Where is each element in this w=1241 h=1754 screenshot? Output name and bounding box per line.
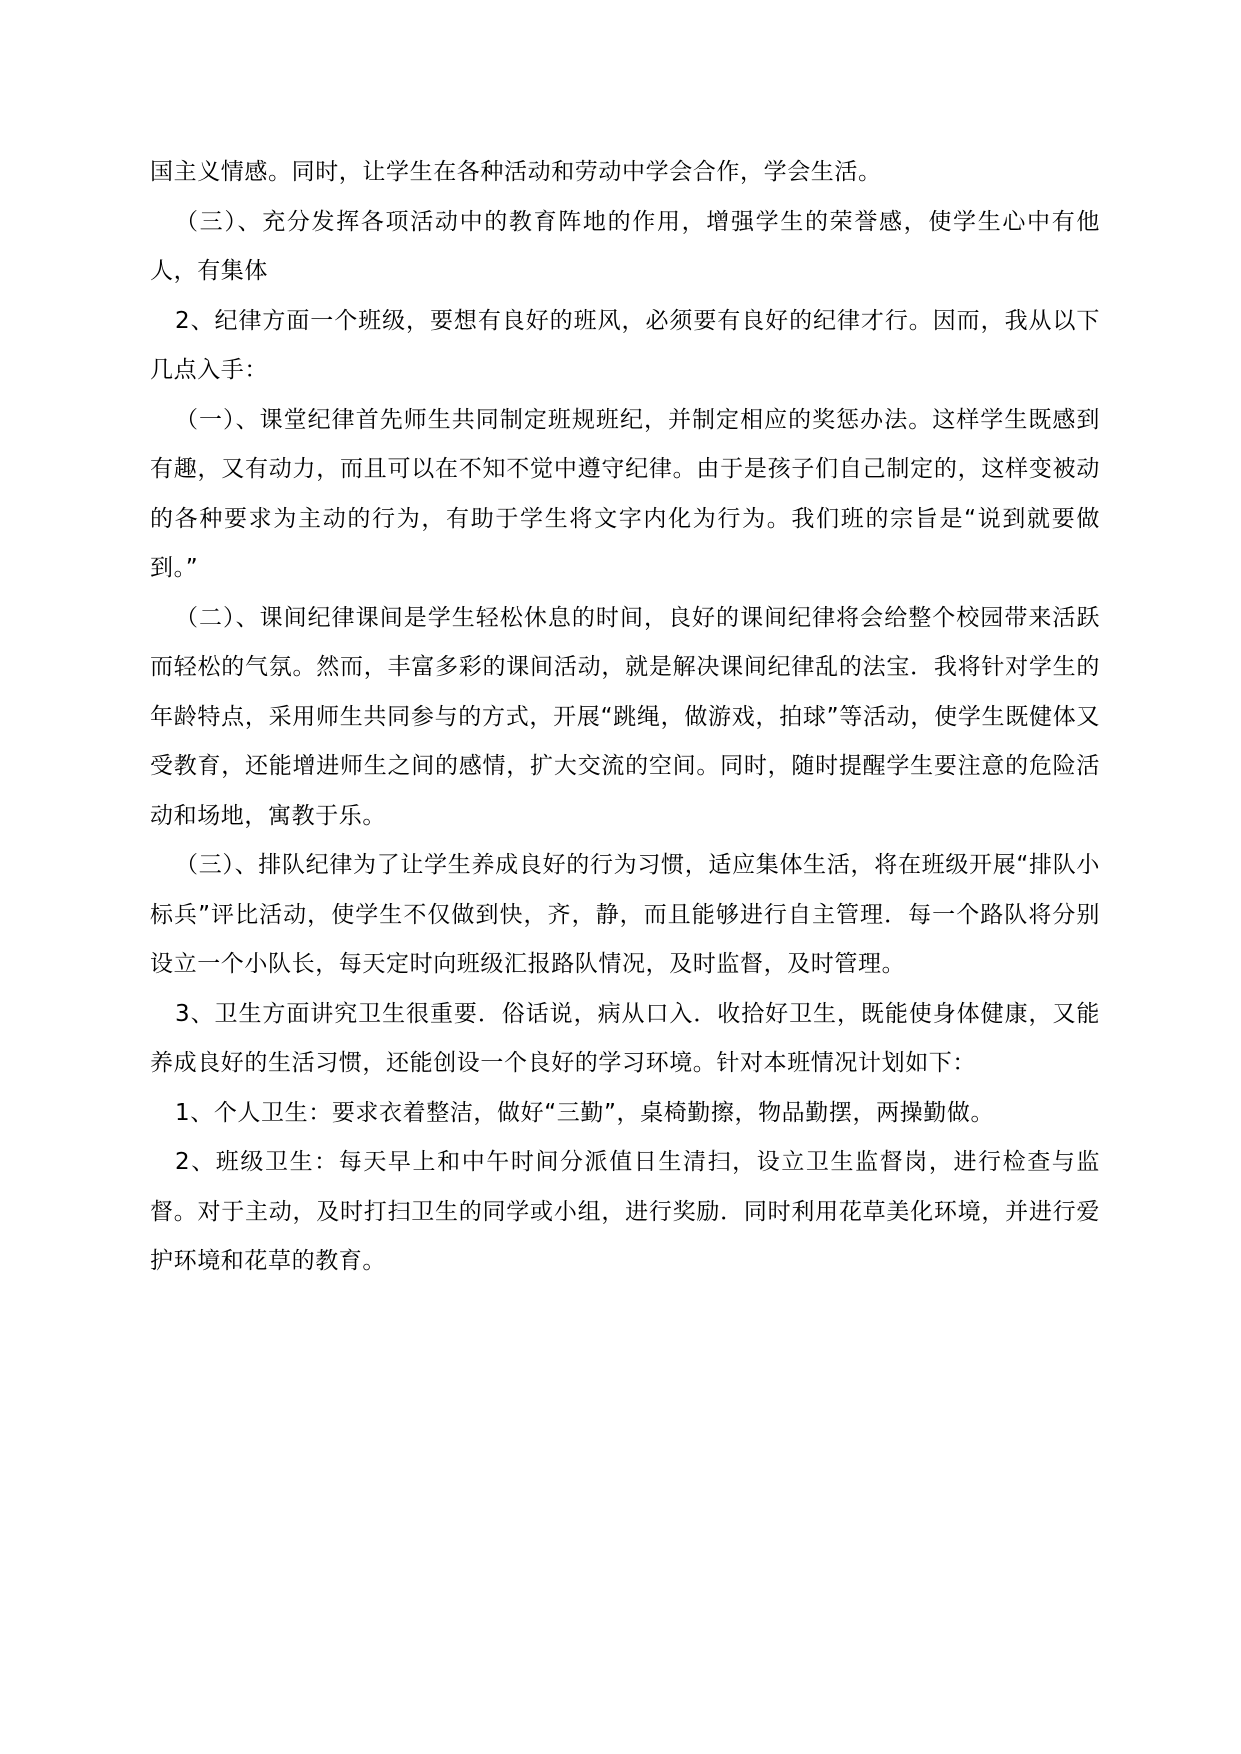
paragraph-class-hygiene: 2、班级卫生：每天早上和中午时间分派值日生清扫，设立卫生监督岗，进行检查与监督。对于主动，及时打扫卫生的同学或小组，进行奖励．同时利用花草美化环境，并进行爱护环境和花草的教育。	[150, 1149, 1100, 1274]
document-body	[150, 148, 1100, 1287]
paragraph-classroom-discipline: （一）、课堂纪律首先师生共同制定班规班纪，并制定相应的奖惩办法。这样学生既感到有趣，又有动力，而且可以在不知不觉中遵守纪律。由于是孩子们自己制定的，这样变被动的各种要求为主动的行为，有助于学生将文字内化为行为。我们班的宗旨是“说到就要做到。”	[150, 406, 1100, 581]
paragraph-activities-education: （三）、充分发挥各项活动中的教育阵地的作用，增强学生的荣誉感，使学生心中有他人，有集体	[150, 208, 1100, 284]
paragraph-break-discipline: （二）、课间纪律课间是学生轻松休息的时间，良好的课间纪律将会给整个校园带来活跃而轻松的气氛。然而，丰富多彩的课间活动，就是解决课间纪律乱的法宝．我将针对学生的年龄特点，采用师生共同参与的方式，开展“跳绳，做游戏，拍球”等活动，使学生既健体又受教育，还能增进师生之间的感情，扩大交流的空间。同时，随时提醒学生要注意的危险活动和场地，寓教于乐。	[150, 604, 1100, 829]
paragraph-hygiene-intro: 3、卫生方面讲究卫生很重要．俗话说，病从口入．收拾好卫生，既能使身体健康，又能养成良好的生活习惯，还能创设一个良好的学习环境。针对本班情况计划如下：	[150, 1000, 1100, 1076]
paragraph-continuation: 国主义情感。同时，让学生在各种活动和劳动中学会合作，学会生活。	[150, 159, 882, 185]
paragraph-discipline-intro: 2、纪律方面一个班级，要想有良好的班风，必须要有良好的纪律才行。因而，我从以下几点入手：	[150, 307, 1100, 383]
paragraph-personal-hygiene: 1、个人卫生：要求衣着整洁，做好“三勤”，桌椅勤擦，物品勤摆，两操勤做。	[175, 1099, 995, 1126]
paragraph-queue-discipline: （三）、排队纪律为了让学生养成良好的行为习惯，适应集体生活，将在班级开展“排队小标兵”评比活动，使学生不仅做到快，齐，静，而且能够进行自主管理．每一个路队将分别设立一个小队长，每天定时向班级汇报路队情况，及时监督，及时管理。	[150, 852, 1100, 977]
